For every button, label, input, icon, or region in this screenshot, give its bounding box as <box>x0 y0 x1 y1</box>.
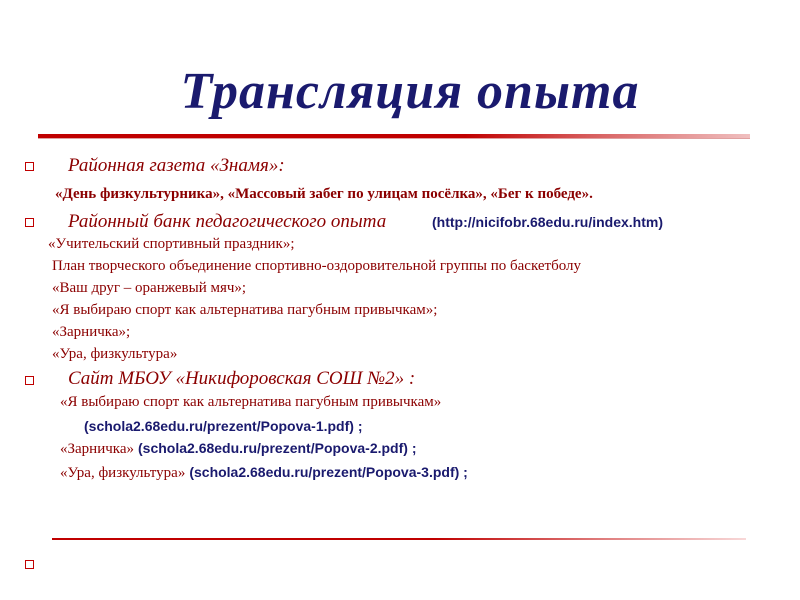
section-heading-newspaper: Районная газета «Знамя»: <box>68 155 285 176</box>
school-site-link[interactable]: (schola2.68edu.ru/prezent/Popova-2.pdf) ; <box>138 440 417 456</box>
ped-bank-item: План творческого объединение спортивно-оздоровительной группы по баскетболу <box>52 258 582 274</box>
section-heading-ped-bank: Районный банк педагогического опыта <box>68 211 387 232</box>
school-site-item <box>60 440 417 458</box>
title-divider-thin <box>38 138 750 139</box>
section-heading-school-site: Сайт МБОУ «Никифоровская СОШ №2» : <box>68 368 416 389</box>
school-site-item-label: «Зарничка» <box>60 441 134 457</box>
bottom-divider <box>52 538 746 540</box>
ped-bank-item: «Ваш друг – оранжевый мяч»; <box>52 280 247 296</box>
square-bullet-icon <box>25 376 34 385</box>
school-site-link[interactable]: (schola2.68edu.ru/prezent/Popova-1.pdf) ; <box>84 418 363 434</box>
ped-bank-item: «Я выбираю спорт как альтернатива пагубным привычкам»; <box>52 302 438 318</box>
school-site-link[interactable]: (schola2.68edu.ru/prezent/Popova-3.pdf) ; <box>189 464 468 480</box>
newspaper-articles: «День физкультурника», «Массовый забег по улицам посёлка», «Бег к победе». <box>55 186 593 202</box>
ped-bank-link[interactable]: (http://nicifobr.68edu.ru/index.htm) <box>432 214 663 230</box>
slide-title: Трансляция опыта <box>180 63 640 120</box>
school-site-item: «Я выбираю спорт как альтернатива пагубным привычкам» <box>60 394 442 410</box>
ped-bank-item: «Зарничка»; <box>52 324 131 340</box>
square-bullet-icon <box>25 162 34 171</box>
square-bullet-icon <box>25 560 34 569</box>
ped-bank-item: «Учительский спортивный праздник»; <box>48 236 295 252</box>
square-bullet-icon <box>25 218 34 227</box>
school-site-item <box>60 464 468 482</box>
school-site-item-label: «Ура, физкультура» <box>60 465 186 481</box>
ped-bank-item: «Ура, физкультура» <box>52 346 178 362</box>
